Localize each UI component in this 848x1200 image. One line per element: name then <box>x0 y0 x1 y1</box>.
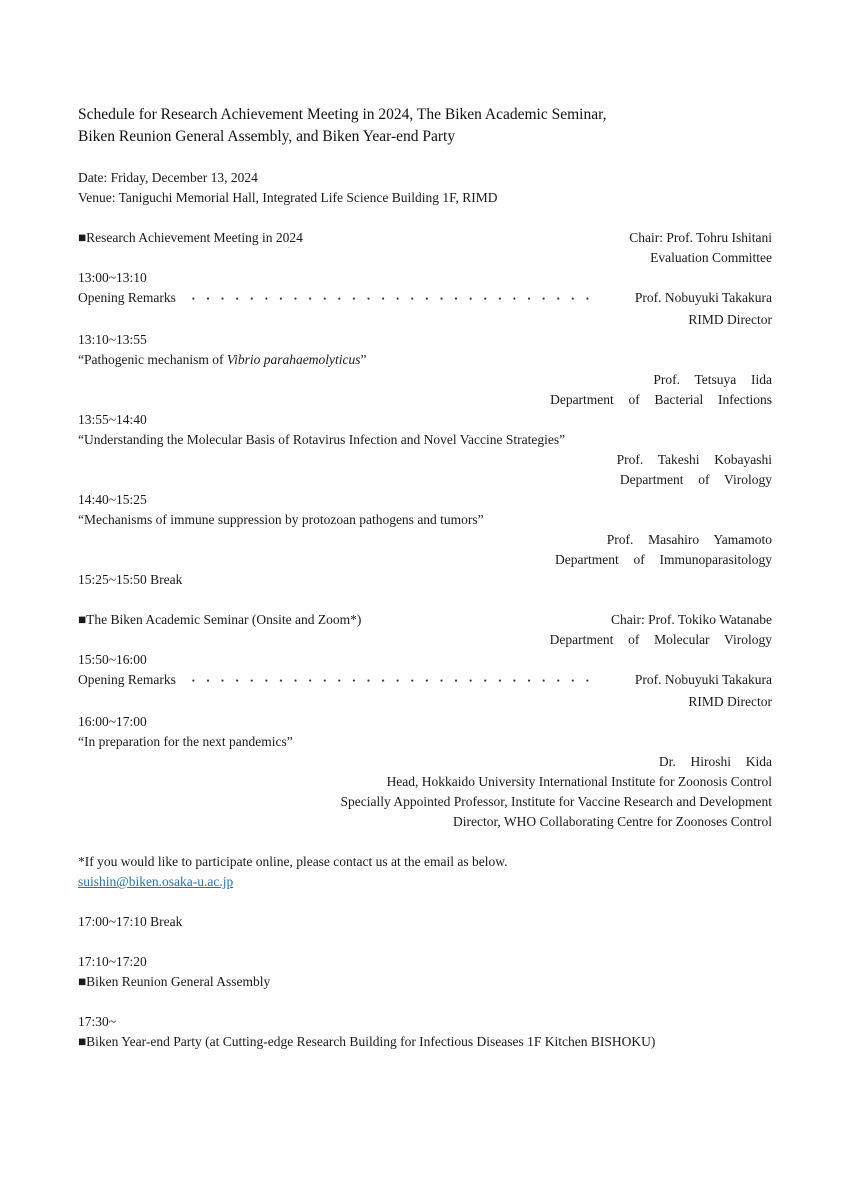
speaker-name: Prof. Nobuyuki Takakura <box>634 672 772 687</box>
chair-name: Chair: Prof. Tohru Ishitani <box>629 230 772 245</box>
party-time: 17:30~ <box>78 1014 117 1029</box>
dot-leader: ● ● ● ● ● ● ● ● ● ● ● ● ● ● ● ● ● ● ● ● ● ● ● ● ● ● ● ● <box>191 296 589 302</box>
section-biken-academic-seminar <box>78 610 772 832</box>
talk-title-prefix: “Pathogenic mechanism of <box>78 352 227 367</box>
item-time: 14:40~15:25 <box>78 492 147 507</box>
item-time: 13:00~13:10 <box>78 270 147 285</box>
speaker-name: Prof. Tetsuya Iida <box>653 372 772 387</box>
schedule-item <box>78 330 772 410</box>
talk-title: “Mechanisms of immune suppression by protozoan pathogens and tumors” <box>78 512 484 527</box>
speaker-name: Prof. Masahiro Yamamoto <box>606 532 772 547</box>
contact-email-link[interactable]: suishin@biken.osaka-u.ac.jp <box>78 874 234 889</box>
talk-title-species: Vibrio parahaemolyticus <box>226 352 361 367</box>
speaker-name: Prof. Nobuyuki Takakura <box>634 290 772 305</box>
item-title: Opening Remarks <box>78 290 176 305</box>
talk-title: “Understanding the Molecular Basis of Rotavirus Infection and Novel Vaccine Strategies” <box>78 432 566 447</box>
event-date: Date: Friday, December 13, 2024 <box>78 170 258 185</box>
online-participation-note: *If you would like to participate online, please contact us at the email as below. <box>78 854 508 869</box>
schedule-item <box>78 650 772 712</box>
schedule-document <box>78 104 772 1052</box>
speaker-name: Prof. Takeshi Kobayashi <box>616 452 772 467</box>
speaker-name: Dr. Hiroshi Kida <box>658 754 772 769</box>
event-venue: Venue: Taniguchi Memorial Hall, Integrated Life Science Building 1F, RIMD <box>78 190 498 205</box>
item-time: 13:10~13:55 <box>78 332 147 347</box>
item-time: 15:50~16:00 <box>78 652 147 667</box>
assembly-time: 17:10~17:20 <box>78 954 147 969</box>
section-heading: ■Research Achievement Meeting in 2024 <box>78 230 303 245</box>
opening-remarks-row <box>78 288 772 310</box>
break-entry: 15:25~15:50 Break <box>78 572 183 587</box>
opening-remarks-row <box>78 670 772 692</box>
section-header <box>78 610 772 630</box>
section-research-achievement-meeting <box>78 228 772 590</box>
section-header <box>78 228 772 248</box>
speaker-affiliation: Department of Immunoparasitology <box>555 552 772 567</box>
schedule-item <box>78 490 772 570</box>
schedule-item <box>78 410 772 490</box>
speaker-affiliation: RIMD Director <box>688 312 772 327</box>
title-line-1: Schedule for Research Achievement Meeting in 2024, The Biken Academic Seminar, <box>78 106 607 123</box>
speaker-affiliation: Department of Virology <box>619 472 772 487</box>
talk-title-suffix: ” <box>360 352 367 367</box>
assembly-heading: ■Biken Reunion General Assembly <box>78 974 271 989</box>
dot-leader: ● ● ● ● ● ● ● ● ● ● ● ● ● ● ● ● ● ● ● ● ● ● ● ● ● ● ● ● <box>191 678 589 684</box>
talk-title: “In preparation for the next pandemics” <box>78 734 293 749</box>
title-line-2: Biken Reunion General Assembly, and Biken Year-end Party <box>78 128 456 145</box>
speaker-affiliation: Head, Hokkaido University International Institute for Zoonosis Control <box>386 774 772 789</box>
break-entry: 17:00~17:10 Break <box>78 914 183 929</box>
document-title <box>78 104 772 148</box>
section-heading: ■The Biken Academic Seminar (Onsite and Zoom*) <box>78 612 362 627</box>
item-time: 16:00~17:00 <box>78 714 147 729</box>
speaker-affiliation: RIMD Director <box>688 694 772 709</box>
item-time: 13:55~14:40 <box>78 412 147 427</box>
schedule-item <box>78 268 772 330</box>
talk-title <box>78 350 772 370</box>
schedule-item <box>78 712 772 832</box>
speaker-affiliation: Director, WHO Collaborating Centre for Zoonoses Control <box>452 814 772 829</box>
chair-affiliation: Department of Molecular Virology <box>549 632 772 647</box>
speaker-affiliation: Specially Appointed Professor, Institute for Vaccine Research and Development <box>340 794 772 809</box>
speaker-affiliation: Department of Bacterial Infections <box>550 392 772 407</box>
item-title: Opening Remarks <box>78 672 176 687</box>
chair-affiliation: Evaluation Committee <box>650 250 772 265</box>
party-heading: ■Biken Year-end Party (at Cutting-edge Research Building for Infectious Diseases 1F Kitchen BISHOKU) <box>78 1034 656 1049</box>
chair-name: Chair: Prof. Tokiko Watanabe <box>611 612 772 627</box>
